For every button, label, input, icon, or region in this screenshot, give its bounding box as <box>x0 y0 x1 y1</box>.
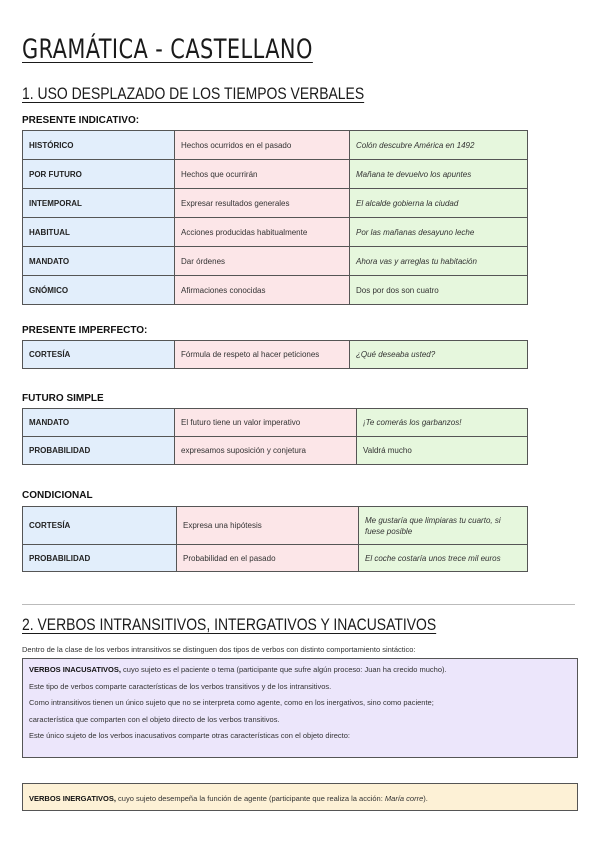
table-presente-indicativo <box>22 130 528 305</box>
use-example: El alcalde gobierna la ciudad <box>350 189 528 218</box>
group-heading-presente-indicativo: PRESENTE INDICATIVO: <box>22 115 140 126</box>
section-1-title: 1. USO DESPLAZADO DE LOS TIEMPOS VERBALES <box>22 84 365 103</box>
table-row <box>23 409 528 437</box>
use-name: POR FUTURO <box>23 160 175 189</box>
group-heading-futuro-simple: FUTURO SIMPLE <box>22 393 104 404</box>
use-description: expresamos suposición y conjetura <box>175 437 357 465</box>
table-row <box>23 160 528 189</box>
table-row <box>23 545 528 572</box>
inergativos-example: María corre <box>384 794 424 803</box>
use-name: MANDATO <box>23 409 175 437</box>
table-row <box>23 341 528 369</box>
section-divider <box>22 604 575 605</box>
use-description: Acciones producidas habitualmente <box>175 218 350 247</box>
inergativos-term: VERBOS INERGATIVOS, <box>29 794 116 803</box>
table-row <box>23 247 528 276</box>
section-2-title: 2. VERBOS INTRANSITIVOS, INTERGATIVOS Y INACUSATIVOS <box>22 615 437 634</box>
use-example: Por las mañanas desayuno leche <box>350 218 528 247</box>
group-heading-presente-imperfecto: PRESENTE IMPERFECTO: <box>22 325 148 336</box>
table-row <box>23 437 528 465</box>
use-example: ¡Te comerás los garbanzos! <box>357 409 528 437</box>
table-presente-imperfecto <box>22 340 528 369</box>
use-description: Dar órdenes <box>175 247 350 276</box>
use-description: El futuro tiene un valor imperativo <box>175 409 357 437</box>
use-example: ¿Qué deseaba usted? <box>350 341 528 369</box>
inacusativos-term: VERBOS INACUSATIVOS, <box>29 665 121 674</box>
use-description: Expresar resultados generales <box>175 189 350 218</box>
inacusativos-definition <box>29 665 571 675</box>
inergativos-def-after: ). <box>423 794 428 803</box>
use-example: Me gustaría que limpiaras tu cuarto, si fuese posible <box>359 507 528 545</box>
table-futuro-simple <box>22 408 528 465</box>
inacusativos-def: cuyo sujeto es el paciente o tema (participante que sufre algún proceso: Juan ha crecido mucho). <box>120 665 447 674</box>
use-description: Afirmaciones conocidas <box>175 276 350 305</box>
use-example: Colón descubre América en 1492 <box>350 131 528 160</box>
table-row <box>23 276 528 305</box>
use-example: El coche costaría unos trece mil euros <box>359 545 528 572</box>
use-description: Expresa una hipótesis <box>177 507 359 545</box>
use-description: Probabilidad en el pasado <box>177 545 359 572</box>
use-name: HABITUAL <box>23 218 175 247</box>
inacusativos-line: característica que comparten con el objeto directo de los verbos transitivos. <box>29 714 280 724</box>
use-example: Dos por dos son cuatro <box>350 276 528 305</box>
use-name: INTEMPORAL <box>23 189 175 218</box>
use-name: CORTESÍA <box>23 507 177 545</box>
table-row <box>23 507 528 545</box>
table-row <box>23 189 528 218</box>
table-row <box>23 131 528 160</box>
use-name: GNÓMICO <box>23 276 175 305</box>
use-name: PROBABILIDAD <box>23 437 175 465</box>
group-heading-condicional: CONDICIONAL <box>22 490 93 501</box>
inacusativos-line: Este único sujeto de los verbos inacusativos comparte otras características con el objeto directo: <box>29 731 350 740</box>
inacusativos-box <box>22 658 578 758</box>
use-description: Hechos que ocurrirán <box>175 160 350 189</box>
use-name: PROBABILIDAD <box>23 545 177 572</box>
table-row <box>23 218 528 247</box>
inergativos-definition <box>29 794 571 804</box>
inacusativos-line: Como intransitivos tienen un único sujeto que no se interpreta como agente, como en los inergativos, sino como paciente; <box>29 698 434 707</box>
page-title: GRAMÁTICA - CASTELLANO <box>22 34 313 65</box>
use-name: HISTÓRICO <box>23 131 175 160</box>
section-2-intro: Dentro de la clase de los verbos intransitivos se distinguen dos tipos de verbos con distinto comportamiento sintáctico: <box>22 645 416 654</box>
use-name: MANDATO <box>23 247 175 276</box>
inacusativos-line: Este tipo de verbos comparte características de los verbos transitivos y de los intransitivos. <box>29 681 332 691</box>
use-example: Mañana te devuelvo los apuntes <box>350 160 528 189</box>
use-example: Valdrá mucho <box>357 437 528 465</box>
use-description: Hechos ocurridos en el pasado <box>175 131 350 160</box>
inergativos-def-before: cuyo sujeto desempeña la función de agente (participante que realiza la acción: <box>115 794 385 803</box>
table-condicional <box>22 506 528 572</box>
use-example: Ahora vas y arreglas tu habitación <box>350 247 528 276</box>
inergativos-box <box>22 783 578 811</box>
use-description: Fórmula de respeto al hacer peticiones <box>175 341 350 369</box>
use-name: CORTESÍA <box>23 341 175 369</box>
